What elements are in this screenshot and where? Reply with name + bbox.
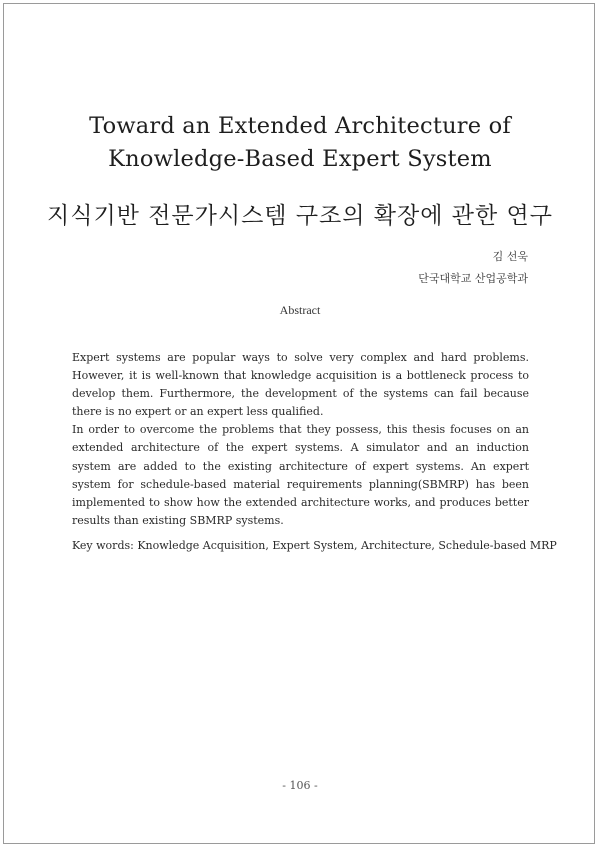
page-number: - 106 - [282, 779, 318, 792]
korean-title: 지식기반 전문가시스템 구조의 확장에 관한 연구 [47, 203, 553, 229]
english-title-line-1: Toward an Extended Architecture of [89, 113, 511, 139]
english-title [0, 110, 600, 176]
abstract-paragraph-2: In order to overcome the problems that they possess, this thesis focuses on an extended architecture of the expert systems. A simulator and an induction system are added to the existing architecture of expert systems. An expert system for schedule-based material requirements planning(SBMRP) has been implemented to show how the extended architecture works, and produces better results than existing SBMRP systems. [72, 423, 529, 527]
abstract-paragraph-1: Expert systems are popular ways to solve very complex and hard problems. However, it is well-known that knowledge acquisition is a bottleneck process to develop them. Furthermore, the development of the systems can fail because there is no expert or an expert less qualified. [72, 351, 529, 419]
author-name: 김 선욱 [492, 250, 528, 263]
abstract-body [72, 349, 529, 530]
author-affiliation: 단국대학교 산업공학과 [418, 272, 528, 285]
abstract-heading: Abstract [279, 303, 321, 317]
keywords: Key words: Knowledge Acquisition, Expert System, Architecture, Schedule-based MRP [72, 539, 557, 552]
english-title-line-2: Knowledge-Based Expert System [108, 146, 492, 172]
